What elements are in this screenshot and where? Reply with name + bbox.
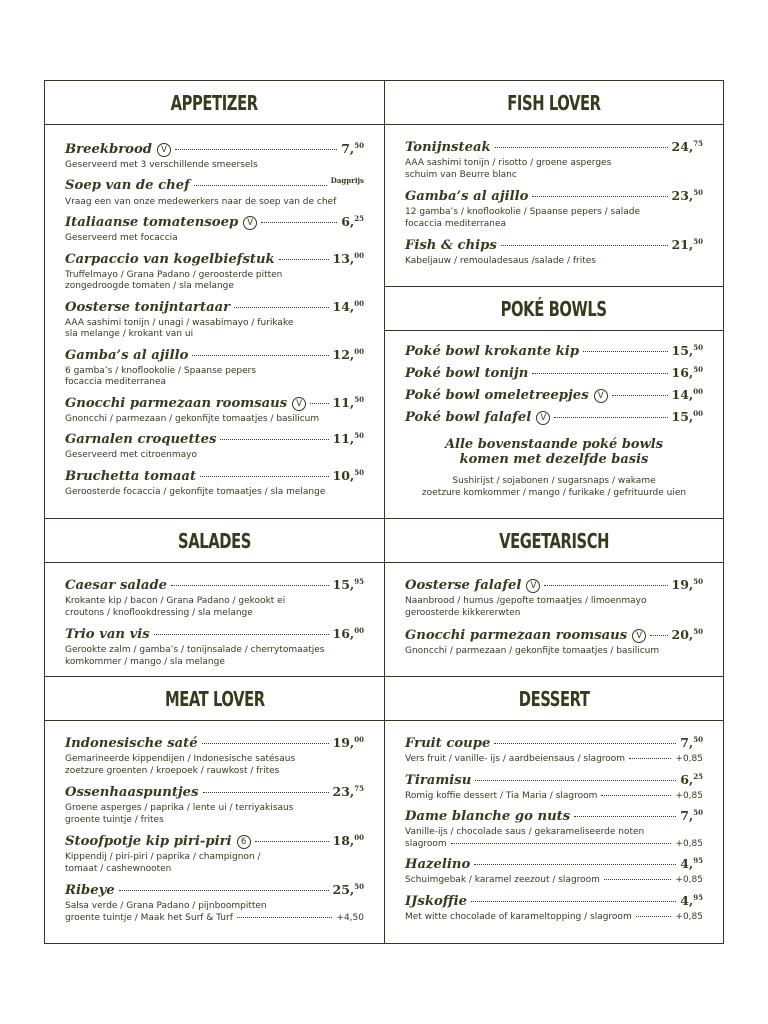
- item-description: focaccia mediterranea: [405, 218, 507, 229]
- item-price-cents: 50: [693, 343, 703, 352]
- item-price: 11,50: [332, 394, 364, 410]
- item-description: sla melange / krokant van ui: [65, 329, 194, 339]
- item-description: Naanbrood / humus /gepofte tomaatjes / limoenmayo: [405, 596, 647, 606]
- item-row: [65, 431, 364, 450]
- item-row: [65, 141, 364, 160]
- item-price-cents: 00: [693, 409, 703, 418]
- extra-price: +0,85: [675, 838, 703, 849]
- item-extra: [405, 912, 703, 924]
- menu-item: [65, 784, 364, 826]
- dot-leader: [451, 843, 672, 844]
- extra-price: +4,50: [336, 912, 364, 923]
- item-name: Oosterse tonijntartaar: [65, 299, 231, 315]
- dot-leader: [629, 758, 671, 759]
- dot-leader: [574, 816, 676, 817]
- item-description: Gemarineerde kippendijen / Indonesische satésaus: [65, 754, 296, 764]
- menu-item: [405, 627, 703, 658]
- dot-leader: [501, 245, 668, 246]
- section-dessert: [385, 677, 723, 943]
- dot-leader: [650, 635, 667, 636]
- item-price-cents: 50: [354, 882, 364, 891]
- item-description: Gnoncchi / parmezaan / gekonfijte tomaatjes / basilicum: [65, 413, 320, 424]
- item-name: Italiaanse tomatensoep V: [65, 215, 257, 230]
- menu-item: [405, 139, 703, 181]
- item-row: [65, 347, 364, 366]
- item-price-cents: 00: [354, 298, 364, 308]
- item-name: Ribeye: [65, 883, 115, 899]
- item-extra: [405, 875, 703, 887]
- item-price: 16,00: [332, 626, 364, 642]
- item-row: [405, 772, 703, 791]
- menu-item: [405, 893, 703, 924]
- item-description: AAA sashimi tonijn / unagi / wasabimayo / furikake: [65, 317, 294, 328]
- item-row: [405, 139, 703, 158]
- menu-item: [65, 468, 364, 499]
- item-name: Tiramisu: [405, 772, 472, 788]
- item-price: 23,75: [332, 784, 364, 800]
- dot-leader: [279, 259, 329, 260]
- item-description: 6 gamba’s / knoflookolie / Spaanse pepers: [65, 365, 257, 376]
- item-row: [405, 735, 703, 754]
- item-description: schuim van Beurre blanc: [405, 169, 517, 180]
- item-price: 6,25: [341, 214, 364, 230]
- item-description: Truffelmayo / Grana Padano / geroosterde pitten: [65, 269, 283, 280]
- item-description: zoetzure groenten / kroepoek / rauwkost / frites: [65, 765, 280, 776]
- item-row: [405, 409, 703, 428]
- dot-leader: [475, 780, 676, 781]
- item-price: 7,50: [341, 141, 364, 157]
- item-name: Poké bowl falafel V: [405, 410, 550, 425]
- item-description: Geroosterde focaccia / gekonfijte tomaatjes / sla melange: [65, 486, 326, 497]
- item-description: Salsa verde / Grana Padano / pijnboompitten: [65, 901, 267, 911]
- item-name: Gnocchi parmezaan roomsaus V: [405, 628, 646, 643]
- dot-leader: [203, 792, 329, 793]
- item-name: Poké bowl tonijn: [405, 366, 529, 382]
- extra-text: Met witte chocolade of karameltopping / slagroom: [405, 911, 632, 922]
- item-price-cents: 50: [354, 431, 364, 440]
- poke-note: [395, 437, 713, 499]
- dot-leader: [636, 916, 672, 917]
- menu-item: [405, 237, 703, 268]
- item-name: IJskoffie: [405, 893, 468, 909]
- menu-item: [405, 343, 703, 362]
- menu-item: [405, 409, 703, 428]
- item-description: 12 gamba’s / knoflookolie / Spaanse pepers / salade: [405, 207, 640, 217]
- item-row: [65, 175, 364, 197]
- menu-item: [65, 735, 364, 777]
- extra-price: +0,85: [675, 875, 703, 885]
- item-price: 12,00: [332, 346, 364, 362]
- item-name: Caesar salade: [65, 578, 168, 594]
- item-name: Stoofpotje kip piri-piri 6: [65, 834, 251, 849]
- item-row: [65, 626, 364, 645]
- item-row: [65, 784, 364, 803]
- section-title: APPETIZER: [45, 81, 384, 125]
- item-name: Breekbrood V: [65, 142, 171, 157]
- item-extra: [405, 791, 703, 803]
- note-line: Alle bovenstaande poké bowls: [444, 437, 664, 452]
- item-description: tomaat / cashewnooten: [65, 863, 172, 874]
- item-price-cents: 50: [693, 735, 703, 744]
- item-description: AAA sashimi tonijn / risotto / groene asperges: [405, 158, 612, 168]
- menu-item: [405, 772, 703, 803]
- item-price: 7,50: [680, 808, 703, 824]
- item-price: 18,00: [332, 833, 364, 849]
- item-name: Indonesische saté: [65, 736, 198, 752]
- dot-leader: [583, 351, 667, 352]
- section-meat-lover: [45, 677, 385, 943]
- item-name: Dame blanche go nuts: [405, 809, 571, 825]
- vegetarian-icon: V: [526, 579, 540, 593]
- vegetarian-icon: V: [157, 143, 171, 157]
- dot-leader: [474, 864, 676, 865]
- extra-price: +0,85: [675, 754, 703, 764]
- dot-leader: [171, 585, 328, 586]
- daily-price-tag: Dagprijs: [330, 175, 364, 185]
- item-row: [405, 856, 703, 875]
- menu-card: [44, 80, 724, 944]
- vegetarian-icon: V: [292, 397, 306, 411]
- item-price-cents: 95: [693, 856, 703, 865]
- dot-leader: [494, 743, 676, 744]
- item-price-cents: 50: [693, 808, 703, 817]
- item-price: 7,50: [680, 735, 703, 751]
- menu-item: [405, 577, 703, 619]
- item-price-cents: 00: [354, 346, 364, 356]
- vegetarian-icon: V: [536, 411, 550, 425]
- vegetarian-icon: V: [243, 216, 257, 230]
- item-price-cents: 50: [693, 627, 703, 636]
- item-description: Geserveerd met 3 verschillende smeersels: [65, 160, 258, 170]
- dot-leader: [601, 795, 671, 796]
- item-list: [405, 343, 703, 428]
- item-row: [405, 343, 703, 362]
- item-description: zongedroogde tomaten / sla melange: [65, 281, 234, 291]
- item-price: 25,50: [332, 882, 364, 898]
- menu-item: [65, 251, 364, 293]
- item-price-cents: 95: [693, 892, 703, 902]
- item-price: 23,50: [671, 188, 703, 204]
- item-list: [405, 735, 703, 923]
- item-price-cents: 25: [693, 771, 703, 781]
- extra-text: slagroom: [405, 838, 447, 849]
- item-name: Gnocchi parmezaan roomsaus V: [65, 396, 306, 411]
- item-price-cents: 50: [693, 577, 703, 586]
- menu-item: [65, 431, 364, 462]
- item-price: 13,00: [332, 250, 364, 266]
- item-name: Tonijnsteak: [405, 140, 491, 156]
- dot-leader: [261, 222, 337, 223]
- item-row: [65, 251, 364, 270]
- item-name: Poké bowl omeletreepjes V: [405, 388, 608, 403]
- menu-item: [65, 214, 364, 245]
- item-price-cents: 00: [354, 735, 364, 744]
- menu-item: [65, 299, 364, 341]
- item-price-cents: 25: [354, 214, 364, 223]
- item-description: Geserveerd met citroenmayo: [65, 450, 197, 460]
- item-description: Kabeljauw / remouladesaus /salade / frites: [405, 256, 596, 266]
- dot-leader: [495, 147, 668, 148]
- item-price: 20,50: [671, 627, 703, 643]
- item-price: 15,50: [671, 343, 703, 359]
- extra-text: Romig koffie dessert / Tia Maria / slagroom: [405, 790, 598, 801]
- basis-line: zoetzure komkommer / mango / furikake / gefrituurde uien: [421, 488, 687, 498]
- dot-leader: [612, 395, 668, 396]
- extra-text: Schuimgebak / karamel zeezout / slagroom: [405, 875, 600, 885]
- item-price: 10,50: [332, 467, 364, 483]
- dot-leader: [200, 476, 328, 477]
- dot-leader: [604, 879, 671, 880]
- item-row: [65, 214, 364, 233]
- item-price: 14,00: [332, 298, 364, 314]
- dot-leader: [255, 841, 329, 842]
- item-price: 21,50: [671, 237, 703, 253]
- dot-leader: [194, 185, 327, 186]
- item-extra: [405, 839, 703, 851]
- dot-leader: [192, 355, 328, 356]
- item-price: 24,75: [671, 139, 703, 155]
- item-list: [65, 577, 364, 668]
- menu-item: [405, 387, 703, 406]
- item-name: Gamba’s al ajillo: [405, 189, 529, 205]
- item-name: Hazelino: [405, 857, 471, 873]
- item-description: groente tuintje / frites: [65, 814, 164, 825]
- item-list: [65, 735, 364, 924]
- item-description: croutons / knoflookdressing / sla melange: [65, 607, 253, 618]
- item-name: Fish & chips: [405, 238, 497, 254]
- item-description: Gerookte zalm / gamba’s / tonijnsalade / cherrytomaatjes: [65, 645, 325, 655]
- dot-leader: [532, 373, 667, 374]
- item-description: geroosterde kikkererwten: [405, 607, 521, 618]
- item-price: 6,25: [680, 771, 703, 787]
- item-row: [405, 893, 703, 912]
- vegetarian-icon: V: [594, 389, 608, 403]
- item-name: Poké bowl krokante kip: [405, 344, 580, 360]
- vegetarian-icon: V: [632, 629, 646, 643]
- item-price-cents: 50: [354, 467, 364, 477]
- item-name: Ossenhaaspuntjes: [65, 785, 199, 801]
- dot-leader: [154, 634, 329, 635]
- item-price-cents: 50: [354, 394, 364, 404]
- section-title: VEGETARISCH: [385, 519, 723, 563]
- extra-price: +0,85: [675, 790, 703, 801]
- item-price: 11,50: [332, 431, 364, 447]
- menu-item: [65, 626, 364, 668]
- basis-line: Sushirijst / sojabonen / sugarsnaps / wakame: [452, 476, 656, 486]
- item-price: 4,95: [680, 856, 703, 872]
- section-title: POKÉ BOWLS: [385, 287, 723, 331]
- dot-leader: [237, 917, 333, 918]
- menu-item: [65, 395, 364, 426]
- menu-item: [65, 141, 364, 172]
- extra-text: groente tuintje / Maak het Surf & Turf: [65, 912, 233, 923]
- note-line: komen met dezelfde basis: [459, 452, 649, 467]
- item-row: [65, 882, 364, 901]
- item-row: [405, 627, 703, 646]
- item-price-cents: 50: [354, 141, 364, 150]
- item-price: 19,00: [332, 735, 364, 751]
- section-salades: [45, 519, 385, 677]
- item-price: 15,95: [332, 577, 364, 593]
- item-name: Garnalen croquettes: [65, 432, 217, 448]
- item-price: 19,50: [671, 577, 703, 593]
- menu-item: [405, 808, 703, 850]
- dot-leader: [471, 901, 676, 902]
- item-name: Soep van de chef: [65, 177, 190, 193]
- item-price-cents: 75: [354, 784, 364, 793]
- item-row: [65, 735, 364, 754]
- item-extra: [65, 913, 364, 925]
- menu-item: [65, 882, 364, 924]
- item-description: Geserveerd met focaccia: [65, 233, 178, 243]
- item-price: 14,00: [671, 387, 703, 403]
- item-row: [405, 387, 703, 406]
- menu-item: [65, 175, 364, 209]
- menu-item: [65, 347, 364, 389]
- spicy-icon: 6: [237, 835, 251, 849]
- item-price: 16,50: [671, 365, 703, 381]
- item-list: [405, 139, 703, 268]
- section-appetizer: [45, 81, 385, 519]
- item-price-cents: 50: [693, 188, 703, 197]
- item-description: Gnoncchi / parmezaan / gekonfijte tomaatjes / basilicum: [405, 646, 660, 656]
- dot-leader: [202, 743, 329, 744]
- item-price-cents: 50: [693, 237, 703, 246]
- item-description: Groene asperges / paprika / lente ui / terriyakisaus: [65, 803, 294, 813]
- section-vegetarisch: [385, 519, 723, 677]
- item-price-cents: 00: [354, 250, 364, 260]
- item-price-cents: 95: [354, 577, 364, 586]
- item-price-cents: 00: [354, 833, 364, 842]
- dot-leader: [220, 439, 328, 440]
- menu-item: [405, 735, 703, 766]
- item-name: Bruchetta tomaat: [65, 468, 197, 484]
- item-name: Oosterse falafel V: [405, 578, 540, 593]
- dot-leader: [310, 403, 328, 404]
- section-fish-lover: [385, 81, 723, 287]
- item-description: komkommer / mango / sla melange: [65, 656, 225, 667]
- item-name: Gamba’s al ajillo: [65, 347, 189, 363]
- item-description: Vanille-ijs / chocolade saus / gekarameliseerde noten: [405, 827, 645, 837]
- section-title: MEAT LOVER: [45, 677, 384, 721]
- item-list: [65, 141, 364, 498]
- item-name: Fruit coupe: [405, 736, 491, 752]
- section-title: FISH LOVER: [385, 81, 723, 125]
- dot-leader: [554, 417, 667, 418]
- dot-leader: [234, 307, 328, 308]
- item-description: Krokante kip / bacon / Grana Padano / gekookt ei: [65, 596, 286, 606]
- dot-leader: [544, 585, 667, 586]
- item-price: 15,00: [671, 409, 703, 425]
- item-row: [65, 577, 364, 596]
- item-name: Trio van vis: [65, 627, 150, 643]
- item-row: [65, 833, 364, 852]
- item-row: [405, 577, 703, 596]
- item-price: 4,95: [680, 892, 703, 908]
- dot-leader: [175, 149, 337, 150]
- item-price-cents: 00: [693, 387, 703, 396]
- item-description: focaccia mediterranea: [65, 377, 167, 387]
- menu-item: [405, 856, 703, 887]
- menu-item: [65, 833, 364, 875]
- item-row: [65, 299, 364, 318]
- menu-item: [405, 188, 703, 230]
- item-list: [405, 577, 703, 658]
- section-poke-bowls: [385, 287, 723, 519]
- item-row: [65, 395, 364, 414]
- item-row: [405, 188, 703, 207]
- extra-text: Vers fruit / vanille- ijs / aardbeiensaus / slagroom: [405, 754, 626, 764]
- item-extra: [405, 754, 703, 766]
- dot-leader: [532, 196, 667, 197]
- item-price-cents: 75: [693, 139, 703, 148]
- item-row: [405, 808, 703, 827]
- extra-price: +0,85: [675, 911, 703, 922]
- item-price-cents: 00: [354, 626, 364, 635]
- menu-item: [65, 577, 364, 619]
- item-name: Carpaccio van kogelbiefstuk: [65, 251, 275, 267]
- dot-leader: [119, 890, 329, 891]
- section-title: DESSERT: [385, 677, 723, 721]
- item-description: Vraag een van onze medewerkers naar de soep van de chef: [65, 196, 337, 207]
- item-price-cents: 50: [693, 365, 703, 374]
- item-row: [65, 468, 364, 487]
- section-title: SALADES: [45, 519, 384, 563]
- item-row: [405, 237, 703, 256]
- item-row: [405, 365, 703, 384]
- menu-item: [405, 365, 703, 384]
- item-description: Kippendij / piri-piri / paprika / champignon /: [65, 852, 261, 862]
